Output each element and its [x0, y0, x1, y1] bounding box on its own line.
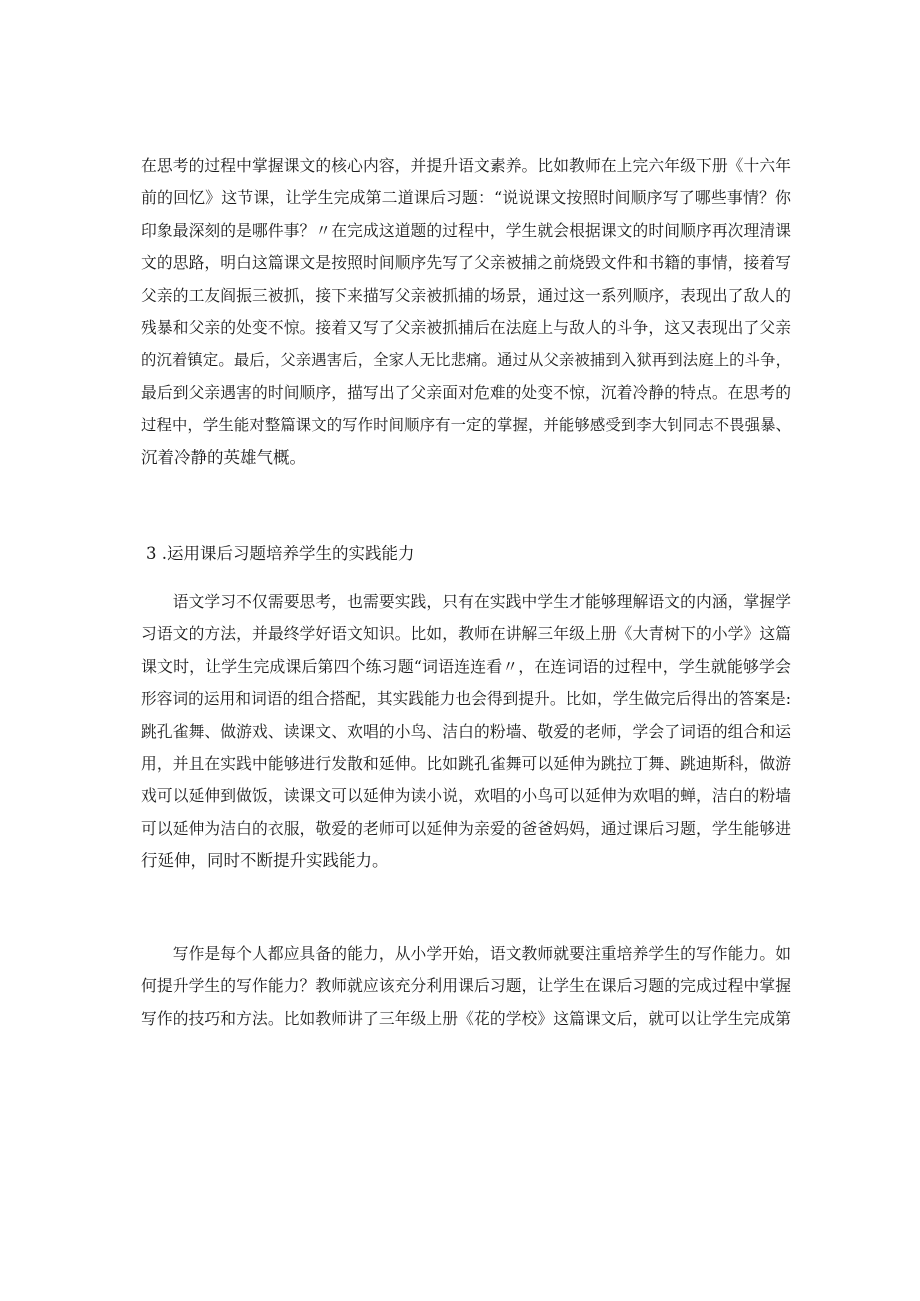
text-line: 文的思路，明白这篇课文是按照时间顺序先写了父亲被捕之前烧毁文件和书籍的事情，接着写 [141, 253, 791, 273]
section-heading-text: 3 .运用课后习题培养学生的实践能力 [146, 544, 415, 563]
text-line: 残暴和父亲的处变不惊。接着又写了父亲被抓捕后在法庭上与敌人的斗争，这又表现出了父亲 [141, 318, 791, 338]
text-line: 最后到父亲遇害的时间顺序，描写出了父亲面对危难的处变不惊，沉着冷静的特点。在思考的 [141, 382, 791, 402]
text-line: 跳孔雀舞、做游戏、读课文、欢唱的小鸟、洁白的粉墙、敬爱的老师，学会了词语的组合和运 [141, 721, 791, 741]
text-line: 用，并且在实践中能够进行发散和延伸。比如跳孔雀舞可以延伸为跳拉丁舞、跳迪斯科，做游 [141, 754, 791, 774]
paragraph-1 [141, 150, 791, 474]
text-line: 印象最深刻的是哪件事？〃在完成这道题的过程中，学生就会根据课文的时间顺序再次理清课 [141, 220, 791, 240]
text-line: 何提升学生的写作能力？教师就应该充分利用课后习题，让学生在课后习题的完成过程中掌握 [141, 976, 791, 996]
text-line: 过程中，学生能对整篇课文的写作时间顺序有一定的掌握，并能够感受到李大钊同志不畏强暴、 [141, 416, 791, 435]
text-line: 戏可以延伸到做饭，读课文可以延伸为读小说，欢唱的小鸟可以延伸为欢唱的蝉，洁白的粉墙 [141, 786, 791, 806]
paragraph-3 [141, 938, 791, 1035]
text-line: 可以延伸为洁白的衣服，敬爱的老师可以延伸为亲爱的爸爸妈妈，通过课后习题，学生能够进 [141, 818, 791, 838]
text-line: 在思考的过程中掌握课文的核心内容，并提升语文素养。比如教师在上完六年级下册《十六年 [141, 156, 791, 175]
section-heading [146, 538, 796, 570]
text-line: 形容词的运用和词语的组合搭配，其实践能力也会得到提升。比如，学生做完后得出的答案是: [141, 689, 791, 709]
text-line: 沉着冷静的英雄气概。 [141, 447, 306, 467]
text-line: 父亲的工友阎振三被抓，接下来描写父亲被抓捕的场景，通过这一系列顺序，表现出了敌人的 [141, 285, 791, 305]
text-line: 写作的技巧和方法。比如教师讲了三年级上册《花的学校》这篇课文后，就可以让学生完成第 [141, 1008, 791, 1028]
text-line: 语文学习不仅需要思考，也需要实践，只有在实践中学生才能够理解语文的内涵，掌握学 [141, 592, 791, 611]
text-line: 习语文的方法，并最终学好语文知识。比如，教师在讲解三年级上册《大青树下的小学》这篇 [141, 624, 791, 644]
text-line: 行延伸，同时不断提升实践能力。 [141, 851, 389, 871]
text-line: 写作是每个人都应具备的能力，从小学开始，语文教师就要注重培养学生的写作能力。如 [141, 944, 791, 963]
text-line: 前的回忆》这节课，让学生完成第二道课后习题：“说说课文按照时间顺序写了哪些事情？你 [141, 188, 791, 208]
text-line: 的沉着镇定。最后，父亲遇害后，全家人无比悲痛。通过从父亲被捕到入狱再到法庭上的斗争， [141, 351, 791, 370]
paragraph-2 [141, 586, 791, 878]
text-line: 课文时，让学生完成课后第四个练习题“词语连连看〃，在连词语的过程中，学生就能够学会 [141, 656, 791, 676]
